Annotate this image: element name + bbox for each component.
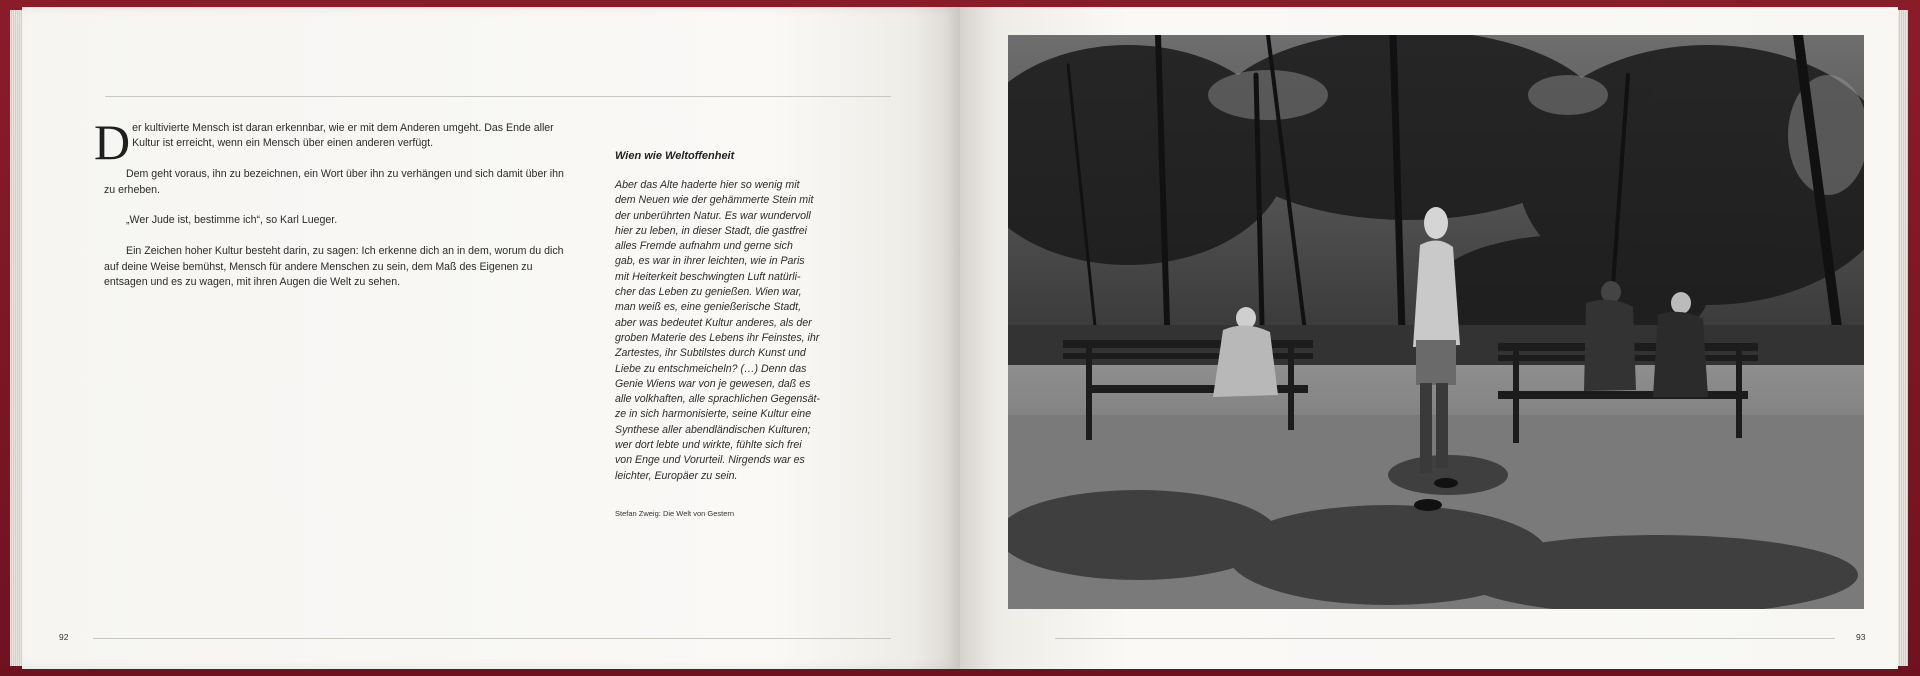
paragraph-4: Ein Zeichen hoher Kultur besteht darin, zu sagen: Ich erkenne dich an in dem, worum du dich auf deine Weise bemühst, Mensch für andere Menschen zu sein, dem Maß des Eigenen zu entsagen und es zu wagen, mit ihren Augen die Welt zu sehen.	[104, 245, 564, 289]
body-text	[94, 114, 564, 306]
page-number-right: 93	[1856, 632, 1866, 642]
paragraph-1: Der kultivierte Mensch ist daran erkennbar, wie er mit dem Anderen umgeht. Das Ende aller Kultur ist erreicht, wenn ein Mensch über einen anderen verfügt.	[94, 114, 554, 170]
paragraph-3: „Wer Jude ist, bestimme ich“, so Karl Lueger.	[126, 214, 338, 227]
quote-heading: Wien wie Weltoffenheit	[615, 150, 735, 162]
top-rule	[105, 96, 891, 97]
quote-text: Aber das Alte haderte hier so wenig mit dem Neuen wie der gehämmerte Stein mit der unberührten Natur. Es war wundervoll hier zu leben, in dieser Stadt, die gastfrei alles Fremde aufnahm und gerne sich gab, es war in ihrer leichten, wie in Paris mit Heiterkeit beschwingten Luft natürli- cher das Leben zu genießen. Wien war, man weiß es, eine genießerische Stadt, aber was bedeutet Kultur anderes, als der groben Materie des Lebens ihr Feinstes, ihr Zartestes, ihr Subtilstes durch Kunst und Liebe zu entschmeicheln? (…) Denn das Genie Wiens war von je gewesen, daß es alle volkhaften, alle sprachlichen Gegensät- ze in sich harmonisierte, seine Kultur eine Synthese aller abendländischen Kulturen; wer dort lebte und wirkte, fühlte sich frei von Enge und Vorurteil. Nirgends war es leichter, Europäer zu sein.	[615, 179, 820, 482]
page-edges-right	[1898, 10, 1908, 666]
page-edges-left	[10, 10, 22, 666]
drop-cap: D	[94, 114, 131, 170]
bottom-rule-left	[93, 638, 891, 639]
paragraph-2: Dem geht voraus, ihn zu bezeichnen, ein Wort über ihn zu verhängen und sich damit über ihn zu erheben.	[104, 168, 564, 196]
bottom-rule-right	[1055, 638, 1835, 639]
park-photograph	[1008, 35, 1864, 609]
quote-source: Stefan Zweig: Die Welt von Gestern	[615, 509, 735, 518]
page-number-left: 92	[59, 632, 69, 642]
left-page	[22, 7, 960, 669]
